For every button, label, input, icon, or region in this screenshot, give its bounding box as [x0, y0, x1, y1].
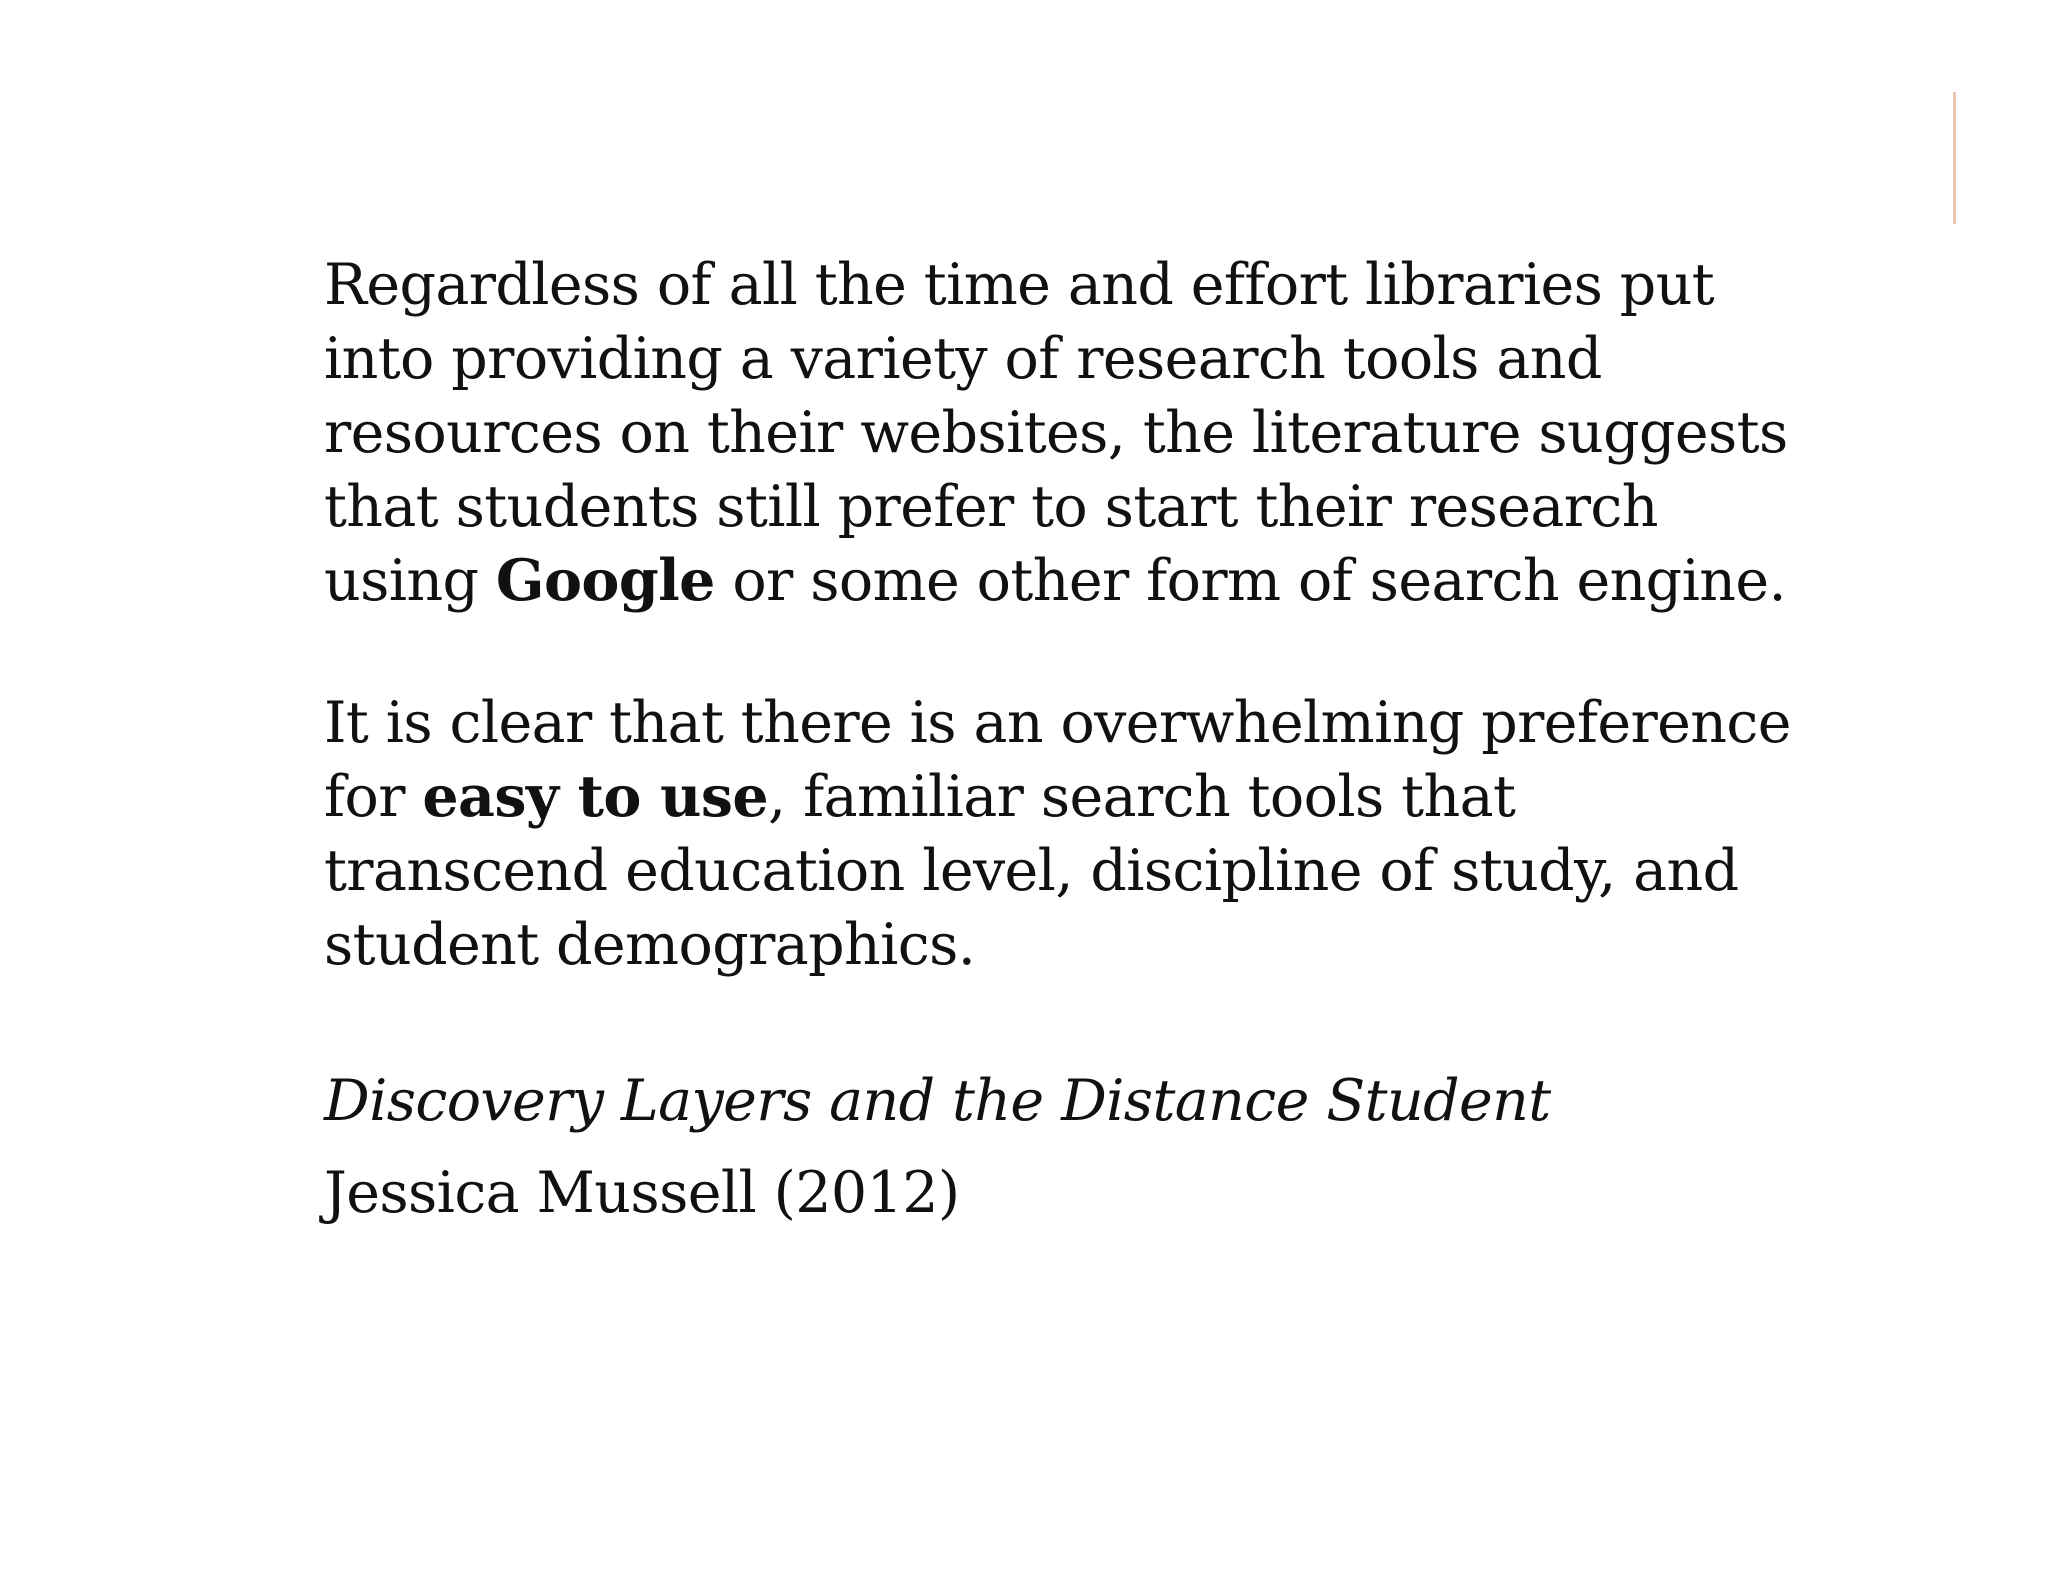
citation-author: Jessica Mussell (2012) [324, 1160, 960, 1226]
quote-paragraph-1 [324, 248, 1788, 618]
emphasis-easy-to-use: easy to use [422, 763, 769, 830]
quote-paragraph-2 [324, 686, 1791, 982]
quote-line [324, 544, 1786, 618]
citation-title: Discovery Layers and the Distance Student [324, 1068, 1551, 1134]
quote-line: student demographics. [324, 912, 976, 978]
quote-content [324, 248, 1791, 1230]
quote-line [324, 760, 1764, 834]
quote-line: into providing a variety of research tools and [324, 326, 1602, 392]
quote-line: Regardless of all the time and effort libraries put [324, 252, 1715, 318]
emphasis-google: Google [495, 547, 715, 614]
quote-line: resources on their websites, the literature suggests [324, 400, 1788, 466]
quote-text: , familiar search tools that [768, 764, 1516, 830]
quote-line: transcend education level, discipline of study, and [324, 838, 1739, 904]
quote-line: It is clear that there is an overwhelming preference [324, 690, 1791, 756]
quote-line: that students still prefer to start their research [324, 474, 1658, 540]
quote-text: for [324, 764, 423, 830]
quote-text: or some other form of search engine. [714, 548, 1786, 614]
quote-text: using [324, 548, 496, 614]
accent-line [1953, 92, 1956, 224]
